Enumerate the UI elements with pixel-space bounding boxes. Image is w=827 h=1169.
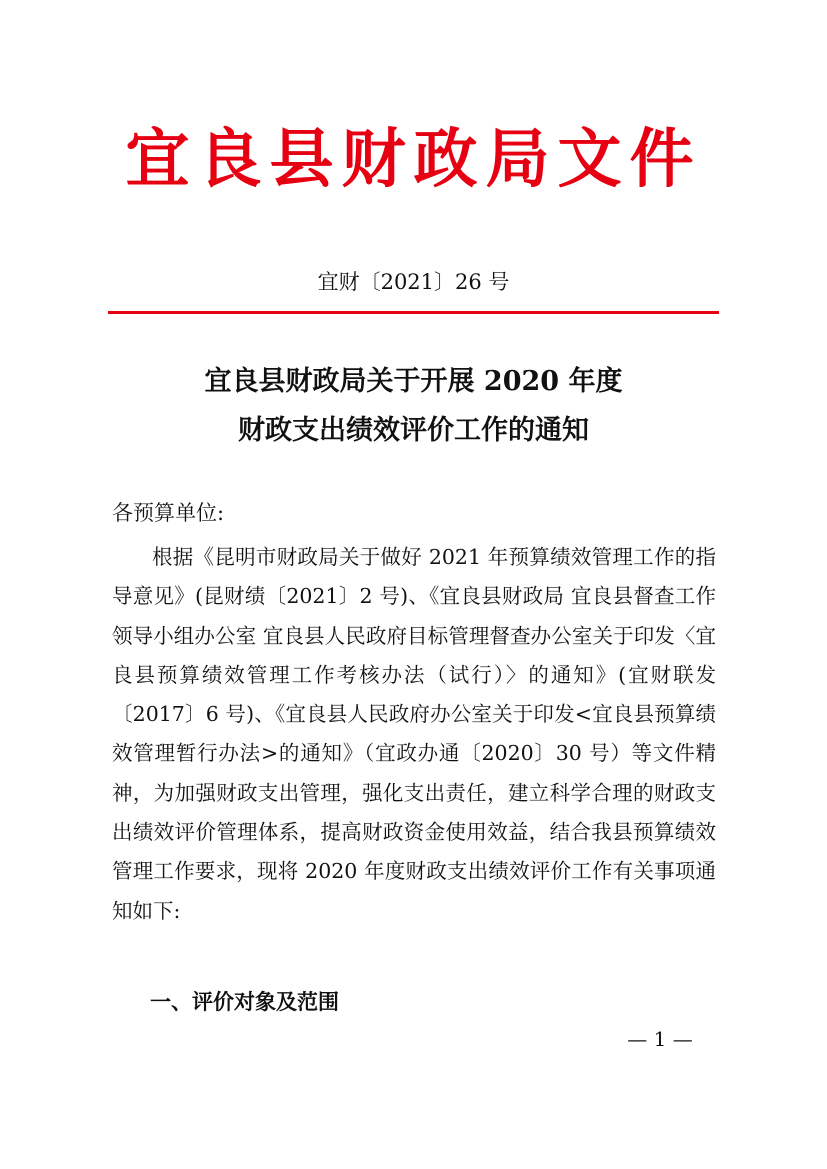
document-number: 宜财〔2021〕26 号 [317, 270, 510, 294]
salutation: 各预算单位: [112, 501, 225, 525]
section-heading: 一、评价对象及范围 [150, 990, 339, 1014]
issuing-authority-title: 宜良县财政局文件 [125, 122, 702, 197]
body-paragraph: 根据《昆明市财政局关于做好 2021 年预算绩效管理工作的指导意见》(昆财绩〔2021〕2 号)、《宜良县财政局 宜良县督查工作领导小组办公室 宜良县人民政府目标管理督查办公室关于印发〈宜良县预算绩效管理工作考核办法（试行）〉的通知》(宜财联发〔2017〕6 号)、《宜良县人民政府办公室关于印发<宜良县预算绩效管理暂行办法>的通知》（宜政办通〔2020〕30 号）等文件精神，为加强财政支出管理，强化支出责任，建立科学合理的财政支出绩效评价管理体系，提高财政资金使用效益，结合我县预算绩效管理工作要求，现将 2020 年度财政支出绩效评价工作有关事项通知如下: [112, 545, 716, 923]
red-separator-line [108, 311, 719, 314]
notice-title-line-2: 财政支出绩效评价工作的通知 [238, 415, 589, 446]
page-number: — 1 — [627, 1027, 693, 1051]
notice-title-line-1: 宜良县财政局关于开展 2020 年度 [204, 366, 623, 397]
